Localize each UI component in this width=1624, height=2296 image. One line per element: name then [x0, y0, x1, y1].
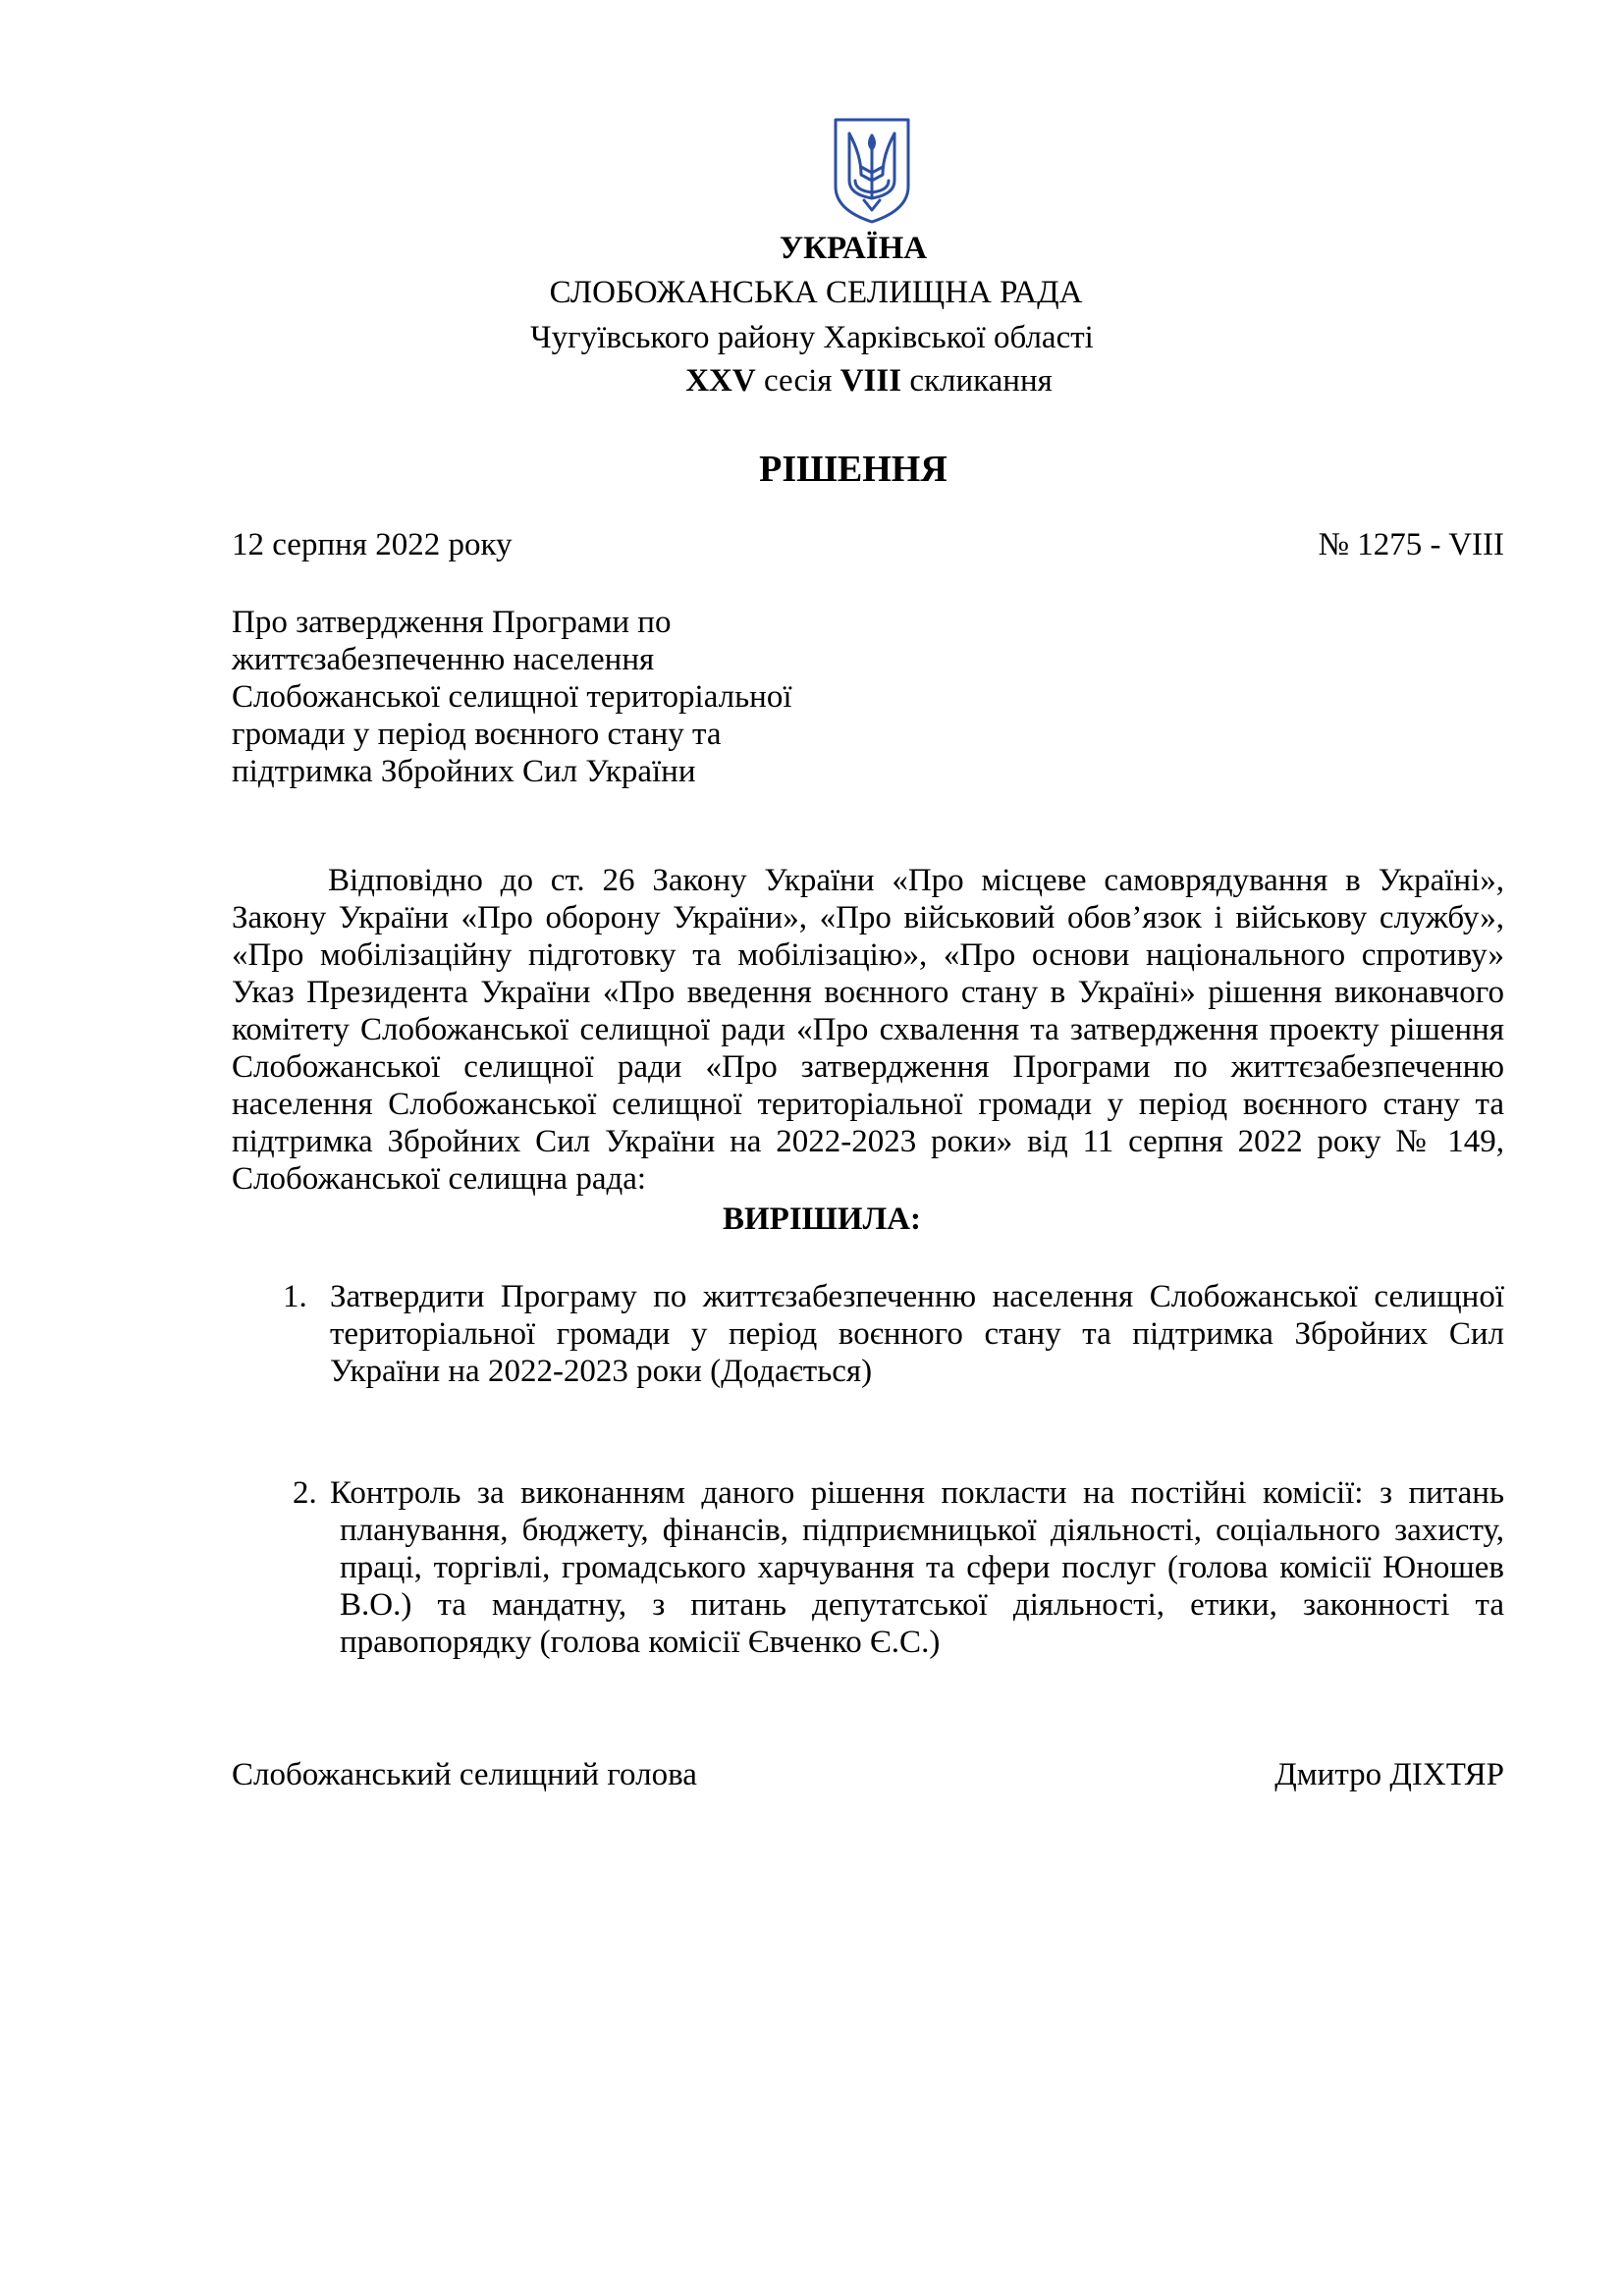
item-line: України на 2022-2023 роки (Додається): [330, 1354, 873, 1389]
resolution-item-1: [283, 1278, 1504, 1390]
signature-row: [232, 1755, 1504, 1794]
convocation-roman: VIII: [839, 363, 902, 399]
preamble-line: «Про мобілізаційну підготовку та мобілізацію», «Про основи національного спротиву»: [232, 937, 1504, 973]
preamble-line: Відповідно до ст. 26 Закону України «Про місцеве самоврядування в Україні»,: [328, 863, 1504, 898]
preamble-line: Слобожанської селищна рада:: [232, 1161, 647, 1197]
subject-line: Слобожанської селищної територіальної: [232, 679, 792, 715]
preamble-paragraph: [232, 862, 1504, 1198]
session-word: сесія: [763, 363, 833, 399]
item-line: В.О.) та мандатну, з питань депутатської діяльності, етики, законності та: [340, 1587, 1504, 1623]
convocation-word: скликання: [909, 363, 1053, 399]
item-line: праці, торгівлі, громадського харчування та сфери послуг (голова комісії Юношев: [340, 1550, 1504, 1585]
district-heading: Чугуївського району Харківської області: [530, 320, 1094, 355]
item-line: територіальної громади у період воєнного стану та підтримка Збройних Сил: [330, 1316, 1504, 1352]
subject-line: життєзабезпеченню населення: [232, 642, 655, 677]
session-heading: [57, 361, 1624, 400]
preamble-line: комітету Слобожанської селищної ради «Про схвалення та затвердження проекту рішення: [232, 1012, 1504, 1047]
signatory-name: Дмитро ДІХТЯР: [1274, 1757, 1504, 1792]
preamble-line: Слобожанської селищної ради «Про затвердження Програми по життєзабезпеченню: [232, 1049, 1504, 1085]
date-number-row: [232, 525, 1504, 564]
item-line: планування, бюджету, фінансів, підприємницької діяльності, соціального захисту,: [340, 1513, 1504, 1548]
item-number: 2.: [293, 1475, 317, 1511]
item-line: Затвердити Програму по життєзабезпеченню населення Слобожанської селищної: [330, 1279, 1504, 1314]
preamble-line: населення Слобожанської селищної територіальної громади у період воєнного стану та: [232, 1087, 1504, 1122]
decision-number: № 1275 - VIII: [1318, 527, 1504, 562]
subject-line: громади у період воєнного стану та: [232, 717, 722, 752]
decision-subject: [232, 604, 919, 790]
session-roman: XXV: [685, 363, 756, 399]
document-title: РІШЕННЯ: [759, 449, 947, 490]
trident-coat-of-arms-icon: [832, 116, 912, 226]
signatory-position: Слобожанський селищний голова: [232, 1757, 697, 1792]
country-heading: УКРАЇНА: [779, 231, 928, 266]
resolved-heading: ВИРІШИЛА:: [723, 1201, 921, 1237]
preamble-line: Закону України «Про оборону України», «Про військовий обов’язок і військову службу»,: [232, 900, 1504, 935]
council-heading: СЛОБОЖАНСЬКА СЕЛИЩНА РАДА: [549, 275, 1083, 310]
item-line: правопорядку (голова комісії Євченко Є.С.): [340, 1625, 941, 1660]
decision-date: 12 серпня 2022 року: [232, 527, 513, 562]
preamble-line: підтримка Збройних Сил України на 2022-2023 роки» від 11 серпня 2022 року № 149,: [232, 1124, 1504, 1159]
item-number: 1.: [283, 1279, 307, 1314]
subject-line: підтримка Збройних Сил України: [232, 754, 696, 789]
preamble-line: Указ Президента України «Про введення воєнного стану в Україні» рішення виконавчого: [232, 975, 1504, 1010]
item-line: Контроль за виконанням даного рішення покласти на постійні комісії: з питань: [330, 1475, 1504, 1511]
subject-line: Про затвердження Програми по: [232, 605, 672, 640]
resolution-item-2: [293, 1474, 1504, 1661]
